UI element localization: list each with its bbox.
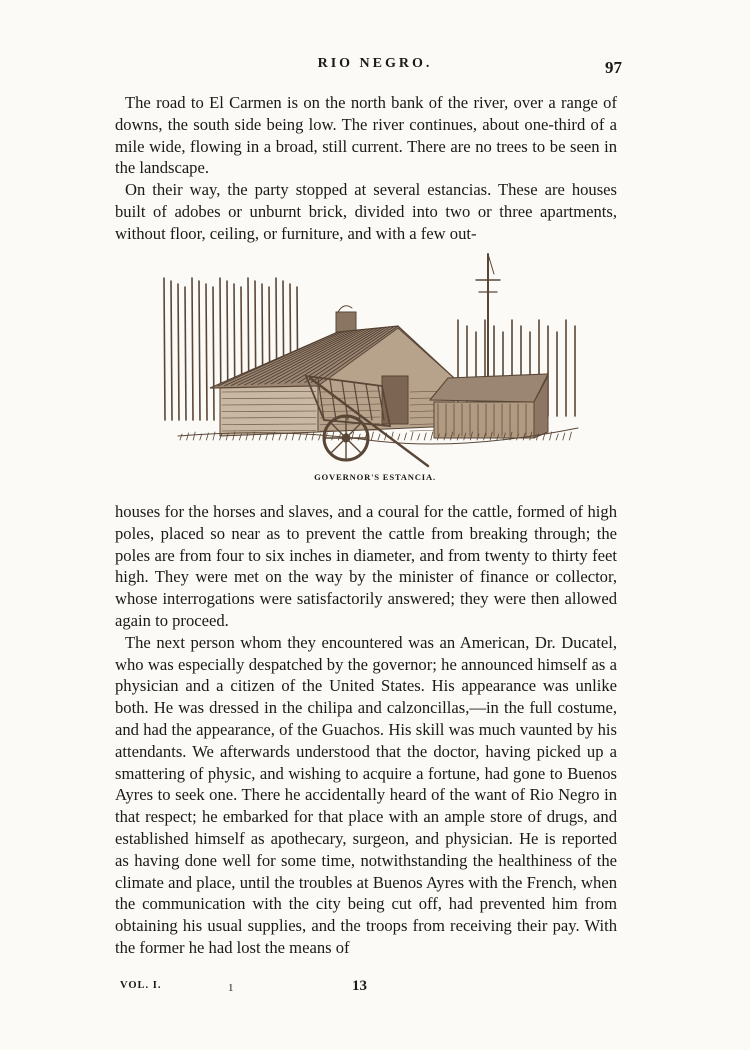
running-title: RIO NEGRO. xyxy=(317,56,433,71)
text-block-top xyxy=(115,92,617,245)
paragraph: houses for the horses and slaves, and a coural for the cattle, formed of high poles, placed so near as to prevent the cattle from breaking through; the poles are from four to six inches in diameter, and from twenty to thirty feet high. They were met on the way by the minister of finance or collector, whose interrogations were satisfactorily answered; they were then allowed again to proceed. xyxy=(115,502,617,630)
illustration-caption: GOVERNOR'S ESTANCIA. xyxy=(314,472,436,482)
page-number: 97 xyxy=(605,58,622,77)
volume-signature: VOL. I. xyxy=(120,980,162,991)
estancia-illustration-svg xyxy=(158,250,590,468)
paragraph: On their way, the party stopped at several estancias. These are houses built of adobes or unburnt brick, divided into two or three apartments, without floor, ceiling, or furniture, and with a few out- xyxy=(115,180,617,243)
signature-number: 13 xyxy=(352,978,367,994)
page-footer xyxy=(0,978,750,1002)
paragraph: The next person whom they encountered was an American, Dr. Ducatel, who was especially despatched by the governor; he announced himself as a physician and a citizen of the United States. His appearance was unlike both. He was dressed in the chilipa and calzoncillas,—in the full costume, and had the appearance, of the Guachos. His skill was much vaunted by his attendants. We afterwards understood that the doctor, having picked up a smattering of physic, and wishing to acquire a fortune, had gone to Buenos Ayres to seek one. There he accidentally heard of the want of Rio Negro in that respect; he embarked for that place with an ample store of drugs, and established himself as apothecary, surgeon, and physician. He is reported as having done well for some time, notwithstanding the healthiness of the climate and place, until the troubles at Buenos Ayres with the French, when the communication with the city being cut off, had prevented him from obtaining his usual supplies, and the troops from receiving their pay. With the former he had lost the means of xyxy=(115,632,617,957)
estancia-engraving xyxy=(158,250,590,468)
text-block-bottom xyxy=(115,501,617,959)
signature-mark: 1 xyxy=(228,982,234,994)
paragraph: The road to El Carmen is on the north bank of the river, over a range of downs, the south side being low. The river continues, about one-third of a mile wide, flowing in a broad, still current. There are no trees to be seen in the landscape. xyxy=(115,93,617,178)
